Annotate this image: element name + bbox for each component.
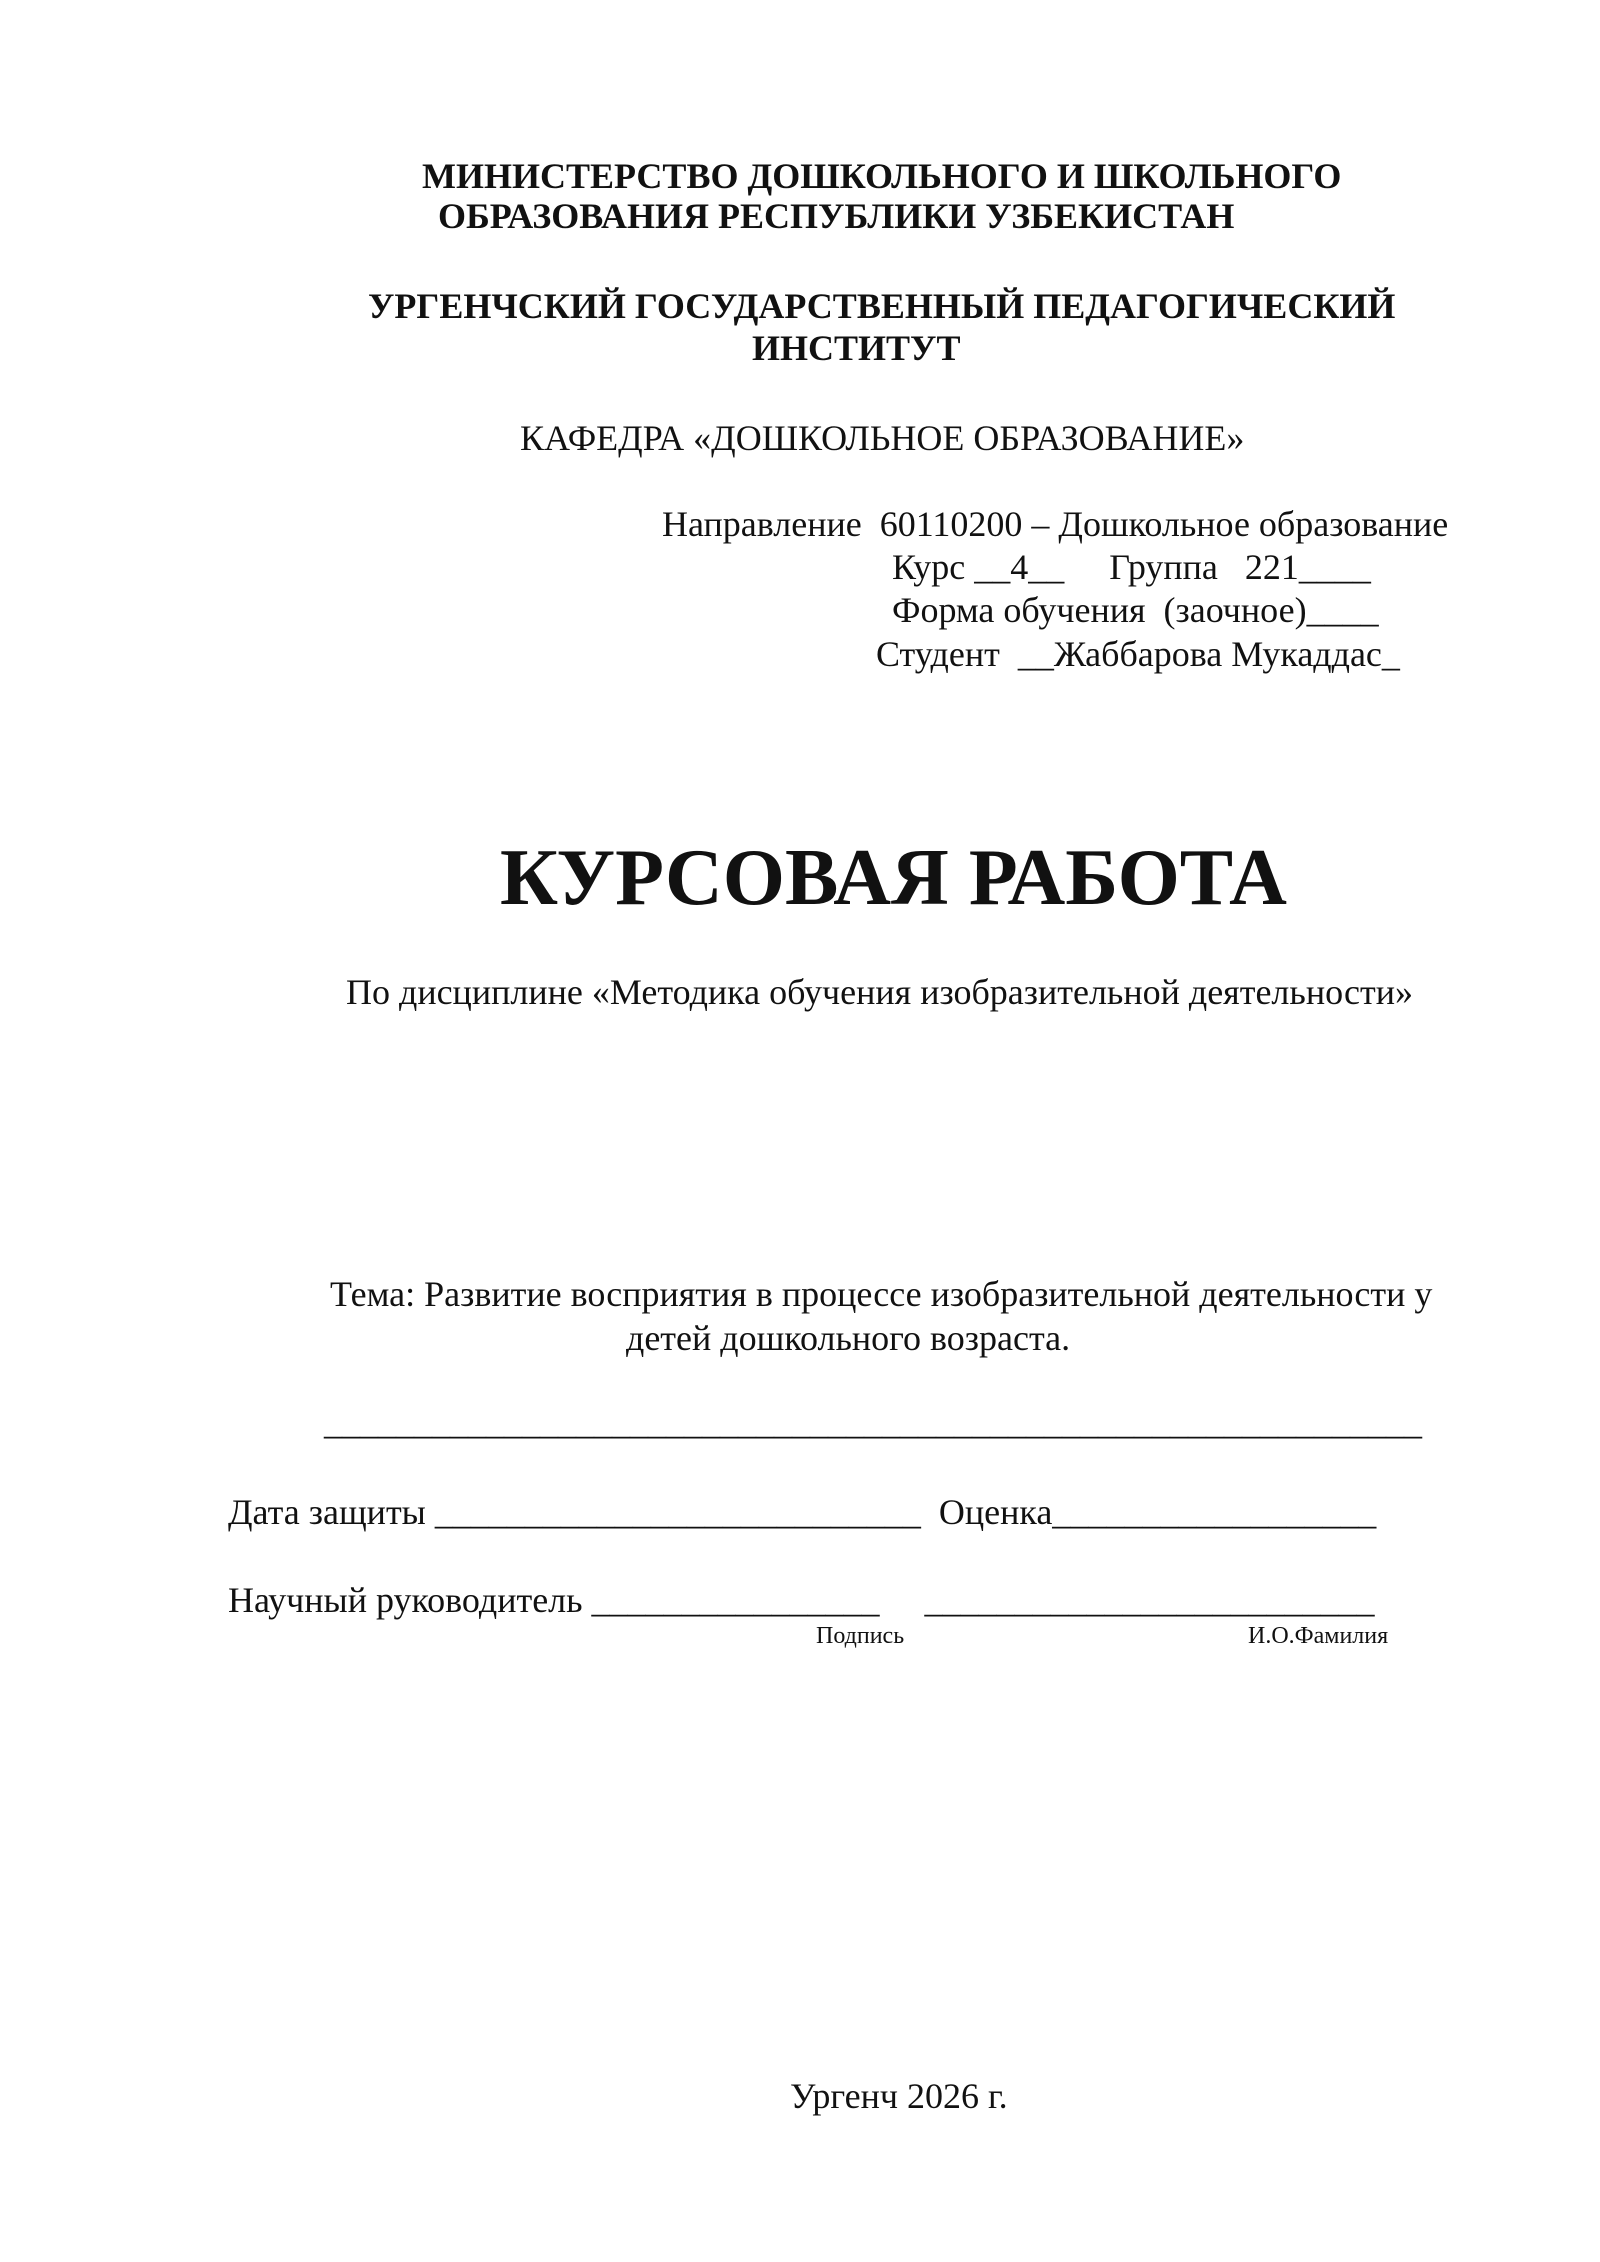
signature-caption: Подпись — [816, 1623, 905, 1649]
name-caption: И.О.Фамилия — [1248, 1623, 1389, 1649]
city-year: Ургенч 2026 г. — [790, 2076, 1008, 2116]
direction-line: Направление 60110200 – Дошкольное образование — [662, 504, 1449, 544]
ministry-line-2: ОБРАЗОВАНИЯ РЕСПУБЛИКИ УЗБЕКИСТАН — [438, 196, 1235, 236]
study-form-line: Форма обучения (заочное)____ — [892, 590, 1379, 630]
topic-line-1: Тема: Развитие восприятия в процессе изобразительной деятельности у — [330, 1274, 1433, 1314]
department: КАФЕДРА «ДОШКОЛЬНОЕ ОБРАЗОВАНИЕ» — [520, 418, 1245, 458]
course-group-line: Курс __4__ Группа 221____ — [892, 547, 1371, 587]
topic-line-2: детей дошкольного возраста. — [626, 1318, 1071, 1358]
institute-line-2: ИНСТИТУТ — [752, 328, 961, 368]
defense-date-grade-line: Дата защиты ___________________________ Оценка__________________ — [228, 1492, 1377, 1532]
discipline-line: По дисциплине «Методика обучения изобразительной деятельности» — [346, 972, 1413, 1012]
topic-underline: _____________________________________________________________ — [324, 1402, 1422, 1442]
institute-line-1: УРГЕНЧСКИЙ ГОСУДАРСТВЕННЫЙ ПЕДАГОГИЧЕСКИЙ — [368, 286, 1396, 326]
page-title: КУРСОВАЯ РАБОТА — [500, 834, 1287, 922]
student-line: Студент __Жаббарова Мукаддас_ — [876, 634, 1400, 674]
supervisor-line: Научный руководитель ________________ _________________________ — [228, 1580, 1375, 1620]
ministry-line-1: МИНИСТЕРСТВО ДОШКОЛЬНОГО И ШКОЛЬНОГО — [422, 156, 1342, 196]
